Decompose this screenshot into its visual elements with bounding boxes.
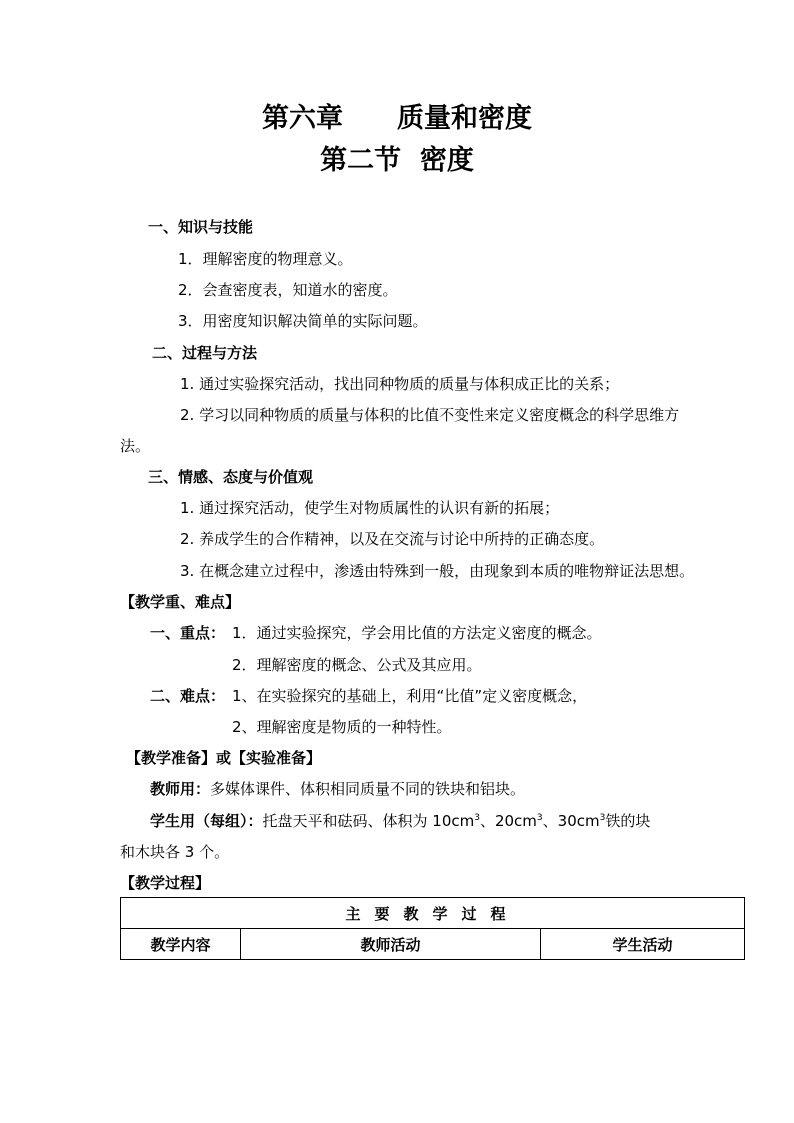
objective-item: 2. 学习以同种物质的质量与体积的比值不变性来定义密度概念的科学思维方 [180,406,680,424]
objective-heading-attitude: 三、情感、态度与价值观 [148,468,314,486]
unit-superscript: 3 [599,813,606,823]
process-heading: 【教学过程】 [120,874,211,892]
table-title-cell [121,898,745,929]
student-prep-continued: 和木块各 3 个。 [120,843,230,861]
student-prep-text: 、20cm [479,812,537,830]
student-prep-label: 学生用（每组）： [150,812,263,830]
teacher-prep-text: 多媒体课件、体积相同质量不同的铁块和铝块。 [210,780,526,798]
table-header-row [121,929,745,960]
objective-item: 2．会查密度表，知道水的密度。 [178,281,398,299]
zhongdian-item: 2．理解密度的概念、公式及其应用。 [232,656,482,674]
unit-superscript: 3 [536,813,543,823]
objective-item: 1．理解密度的物理意义。 [178,250,353,268]
preparation-heading: 【教学准备】或【实验准备】 [126,749,322,767]
teacher-prep [150,779,525,799]
column-header-content: 教学内容 [121,929,241,960]
table-title: 主要教学过程 [345,904,520,923]
objective-item: 2. 养成学生的合作精神，以及在交流与讨论中所持的正确态度。 [180,530,605,548]
objective-item: 1. 通过实验探究活动，找出同种物质的质量与体积成正比的关系； [180,375,620,393]
objective-item: 1. 通过探究活动，使学生对物质属性的认识有新的拓展； [180,499,560,517]
process-table [120,897,745,960]
zhongdian-item: 1．通过实验探究，学会用比值的方法定义密度的概念。 [232,624,602,642]
objective-heading-process: 二、过程与方法 [152,344,258,362]
zhongdian-label: 一、重点： [150,624,226,642]
objective-item: 3. 在概念建立过程中，渗透由特殊到一般，由现象到本质的唯物辩证法思想。 [180,562,695,580]
objective-item: 3．用密度知识解决简单的实际问题。 [178,312,428,330]
unit-superscript: 3 [474,813,480,823]
nandian-label: 二、难点： [150,687,226,705]
student-prep-text: 铁的块 [605,812,651,830]
table-title-row [121,898,745,929]
key-points-heading: 【教学重、难点】 [120,593,241,611]
teacher-prep-label: 教师用： [150,780,211,798]
student-prep [150,811,650,831]
nandian-item: 2、理解密度是物质的一种特性。 [232,718,452,736]
student-prep-text: 托盘天平和砝码、体积为 10cm [262,812,475,830]
column-header-student: 学生活动 [541,929,745,960]
objective-item-continued: 法。 [120,437,151,455]
column-header-teacher: 教师活动 [241,929,541,960]
section-title: 第二节 密度 [320,145,474,176]
objective-heading-knowledge: 一、知识与技能 [148,218,254,236]
student-prep-text: 、30cm [542,812,600,830]
nandian-item: 1、在实验探究的基础上，利用“比值”定义密度概念， [232,687,588,705]
chapter-title: 第六章 质量和密度 [262,103,532,134]
